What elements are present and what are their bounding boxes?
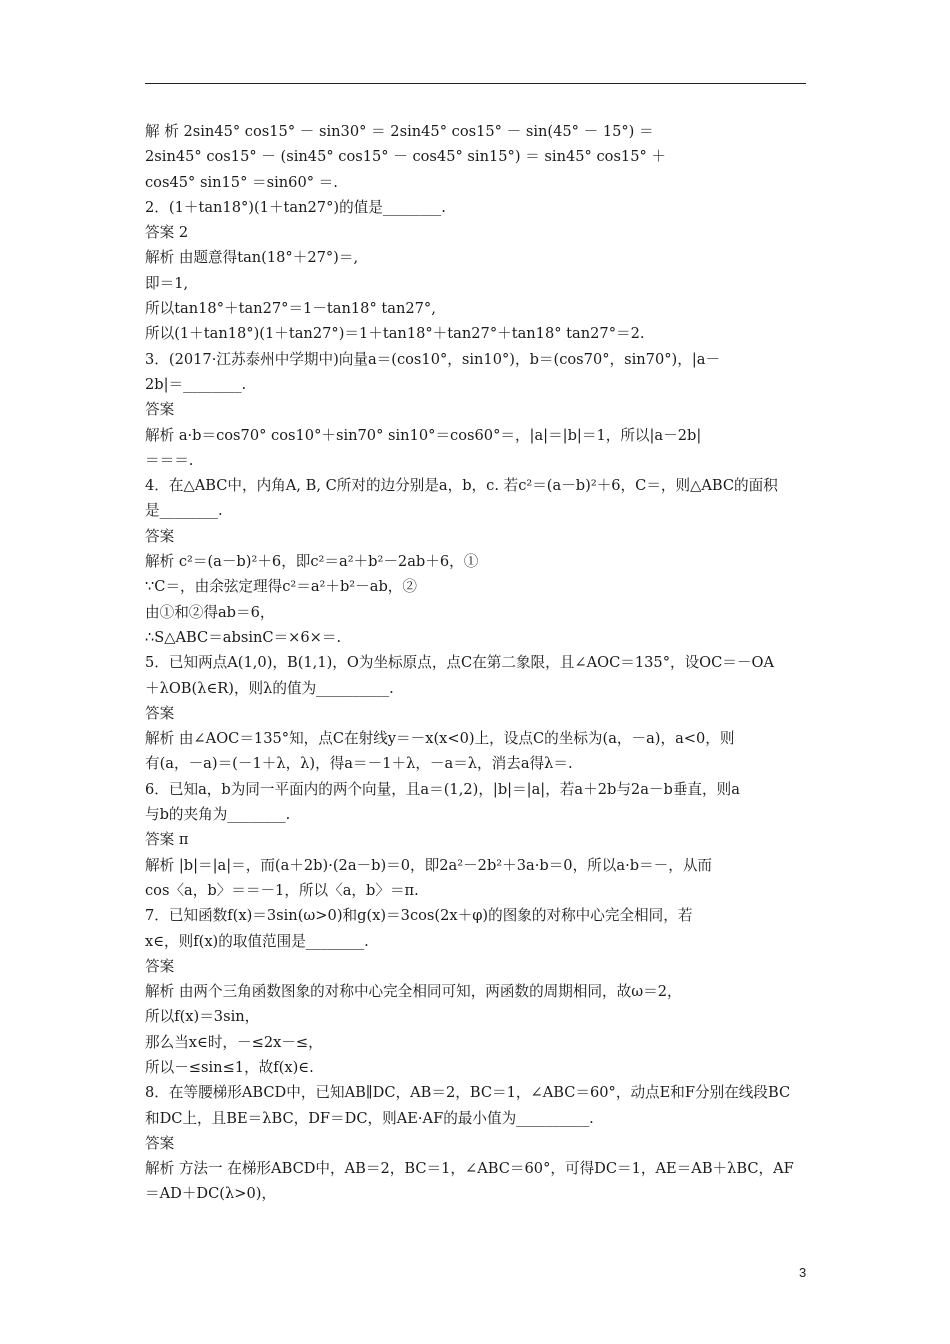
text-line: 即＝1,	[145, 274, 189, 292]
text-line: ∵C＝，由余弦定理得c²＝a²＋b²－ab，②	[145, 578, 417, 596]
text-line: 所以－≤sin≤1，故f(x)∈.	[145, 1058, 314, 1076]
text-line: 4．在△ABC中，内角A, B, C所对的边分别是a，b，c. 若c²＝(a－b)²＋6，C＝，则△ABC的面积	[145, 477, 778, 495]
text-line: 和DC上，且BE＝λBC，DF＝DC，则AE·AF的最小值为__________.	[145, 1109, 594, 1127]
text-line: ＝AD＋DC(λ>0)，	[145, 1185, 277, 1203]
text-line: 所以tan18°＋tan27°＝1－tan18° tan27°,	[145, 300, 436, 318]
text-line: 有(a，－a)＝(－1＋λ，λ)，得a＝－1＋λ，－a＝λ，消去a得λ＝.	[145, 755, 573, 773]
page-number: 3	[799, 1265, 807, 1280]
text-line: 2b|＝________.	[145, 375, 247, 393]
text-line: 2sin45° cos15° － (sin45° cos15° － cos45° sin15°) ＝ sin45° cos15° ＋	[145, 148, 667, 166]
header-rule	[145, 83, 806, 84]
text-line: cos〈a，b〉＝＝－1，所以〈a，b〉＝π.	[145, 881, 419, 899]
text-line: x∈，则f(x)的取值范围是________.	[145, 932, 369, 950]
document-body	[145, 119, 809, 1207]
text-line: 8．在等腰梯形ABCD中，已知AB∥DC，AB＝2，BC＝1，∠ABC＝60°，动点E和F分别在线段BC	[145, 1084, 791, 1102]
text-line: 那么当x∈时，－≤2x－≤，	[145, 1033, 323, 1051]
text-line: 2．(1＋tan18°)(1＋tan27°)的值是________.	[145, 198, 446, 216]
text-line: 解析 a·b＝cos70° cos10°＋sin70° sin10°＝cos60°＝，|a|＝|b|＝1，所以|a－2b|	[145, 426, 702, 444]
text-line: 是________.	[145, 502, 223, 520]
text-line: 5．已知两点A(1,0)，B(1,1)，O为坐标原点，点C在第二象限，且∠AOC＝135°，设OC＝－OA	[145, 654, 774, 672]
text-line: ＝＝＝.	[145, 451, 194, 469]
text-line: 答案	[145, 401, 175, 419]
text-line: 所以(1＋tan18°)(1＋tan27°)＝1＋tan18°＋tan27°＋tan18° tan27°＝2.	[145, 325, 645, 343]
text-line: 解析 |b|＝|a|＝，而(a＋2b)·(2a－b)＝0，即2a²－2b²＋3a·b＝0，所以a·b＝－，从而	[145, 856, 713, 874]
text-line: 答案	[145, 1134, 175, 1152]
text-line: 3．(2017·江苏泰州中学期中)向量a＝(cos10°，sin10°)，b＝(cos70°，sin70°)，|a－	[145, 350, 721, 368]
text-line: 解 析 2sin45° cos15° － sin30° ＝ 2sin45° cos15° － sin(45° － 15°) ＝	[145, 123, 654, 140]
text-line: 答案	[145, 957, 175, 975]
text-line: cos45° sin15° ＝sin60° ＝.	[145, 173, 338, 191]
text-line: ∴S△ABC＝absinC＝×6×＝.	[145, 628, 342, 646]
text-line: 解析 由∠AOC＝135°知，点C在射线y＝－x(x<0)上，设点C的坐标为(a，－a)，a<0，则	[145, 730, 735, 748]
text-line: 7．已知函数f(x)＝3sin(ω>0)和g(x)＝3cos(2x＋φ)的图象的对称中心完全相同，若	[145, 907, 693, 925]
text-line: 答案 π	[145, 831, 189, 849]
text-line: 解析 由题意得tan(18°＋27°)＝,	[145, 249, 359, 267]
text-line: 解析 由两个三角函数图象的对称中心完全相同可知，两函数的周期相同，故ω＝2，	[145, 983, 682, 1001]
text-line: ＋λOB(λ∈R)，则λ的值为__________.	[145, 679, 394, 697]
text-line: 答案	[145, 527, 175, 545]
text-line: 解析 方法一 在梯形ABCD中，AB＝2，BC＝1，∠ABC＝60°，可得DC＝1，AE＝AB＋λBC，AF	[145, 1160, 794, 1178]
text-line: 答案	[145, 704, 175, 722]
text-line: 解析 c²＝(a－b)²＋6，即c²＝a²＋b²－2ab＋6，①	[145, 553, 479, 571]
text-line: 6．已知a，b为同一平面内的两个向量，且a＝(1,2)，|b|＝|a|，若a＋2b与2a－b垂直，则a	[145, 780, 740, 798]
text-line: 答案 2	[145, 224, 189, 242]
text-line: 由①和②得ab＝6，	[145, 603, 275, 621]
text-line: 所以f(x)＝3sin，	[145, 1008, 260, 1026]
text-line: 与b的夹角为________.	[145, 806, 291, 824]
